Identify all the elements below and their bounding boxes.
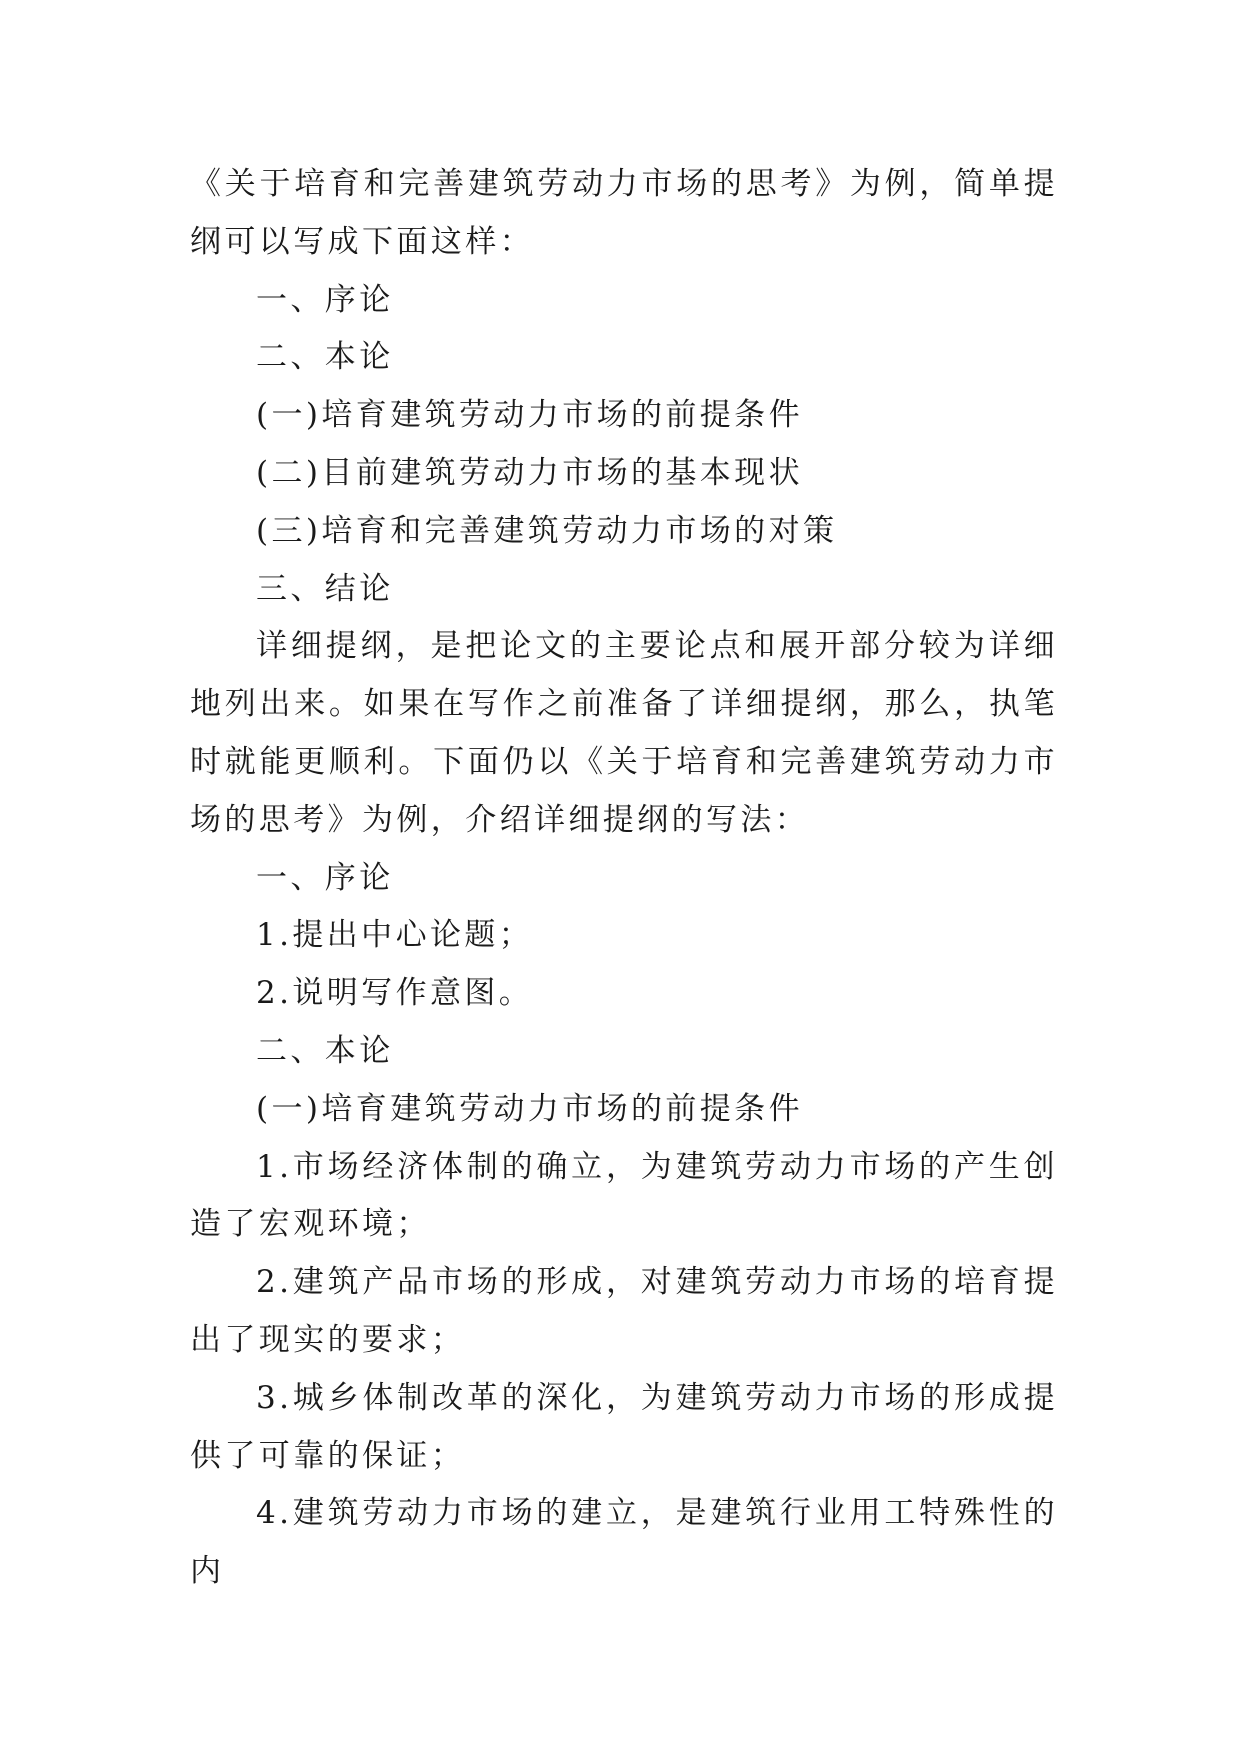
detailed-item-2: 2.说明写作意图。	[256, 975, 534, 1012]
detailed-point-1: 1.市场经济体制的确立，为建筑劳动力市场的产生创造了宏观环境；	[190, 1148, 1058, 1243]
outline-subheading-3: (三)培育和完善建筑劳动力市场的对策	[256, 512, 838, 549]
detailed-subheading-1: (一)培育建筑劳动力市场的前提条件	[256, 1090, 803, 1127]
outline-heading-main-body: 二、本论	[256, 339, 394, 376]
paragraph-intro: 《关于培育和完善建筑劳动力市场的思考》为例，简单提纲可以写成下面这样：	[190, 166, 1058, 260]
detailed-point-2: 2.建筑产品市场的形成，对建筑劳动力市场的培育提出了现实的要求；	[190, 1264, 1058, 1358]
detailed-point-3: 3.城乡体制改革的深化，为建筑劳动力市场的形成提供了可靠的保证；	[190, 1379, 1058, 1474]
document-body	[190, 156, 1058, 1601]
detailed-item-1: 1.提出中心论题；	[256, 917, 534, 954]
detailed-heading-introduction: 一、序论	[256, 859, 394, 896]
outline-heading-conclusion: 三、结论	[256, 570, 394, 607]
paragraph-detailed-outline: 详细提纲，是把论文的主要论点和展开部分较为详细地列出来。如果在写作之前准备了详细提纲，那么，执笔时就能更顺利。下面仍以《关于培育和完善建筑劳动力市场的思考》为例，介绍详细提纲的写法：	[190, 628, 1058, 838]
detailed-point-4: 4.建筑劳动力市场的建立，是建筑行业用工特殊性的内	[190, 1495, 1058, 1590]
detailed-heading-main-body: 二、本论	[256, 1032, 394, 1069]
outline-heading-introduction: 一、序论	[256, 281, 394, 318]
outline-subheading-1: (一)培育建筑劳动力市场的前提条件	[256, 397, 803, 434]
outline-subheading-2: (二)目前建筑劳动力市场的基本现状	[256, 454, 803, 491]
